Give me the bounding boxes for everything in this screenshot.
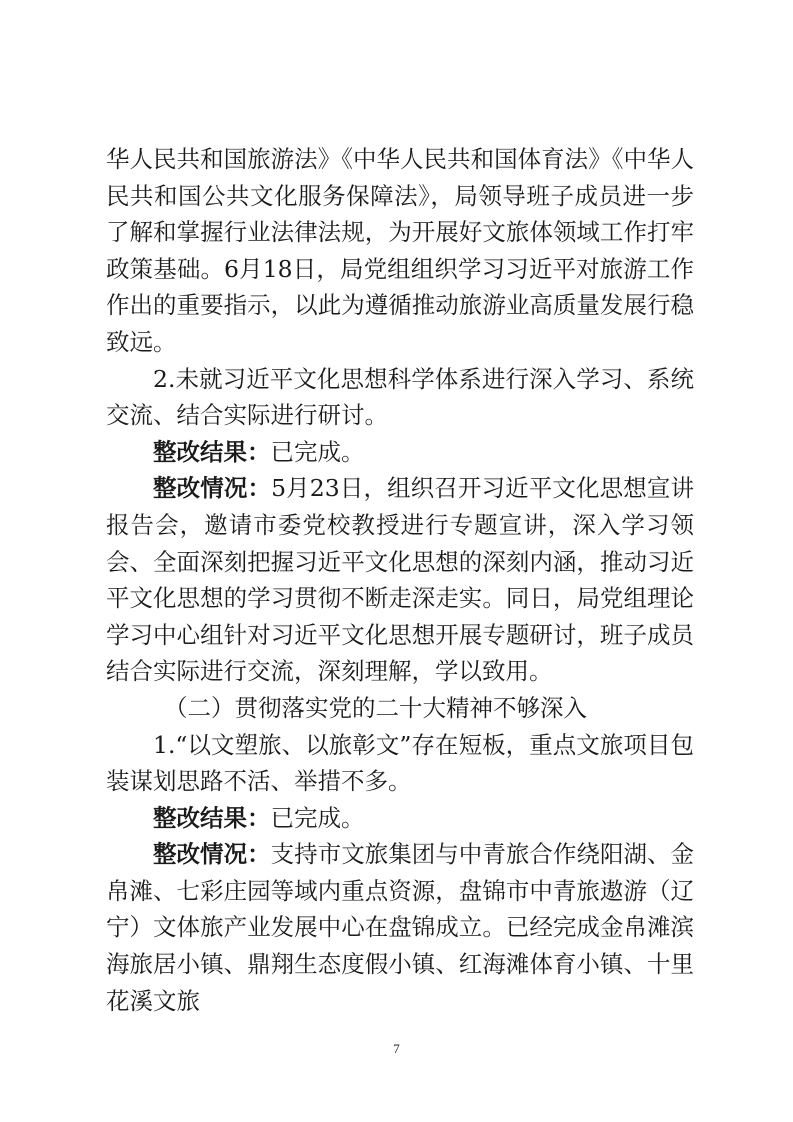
rectification-result-label-2: 整改结果： bbox=[153, 803, 271, 832]
rectification-result bbox=[106, 434, 694, 471]
rectification-status-text: 5月23日，组织召开习近平文化思想宣讲报告会，邀请市委党校教授进行专题宣讲，深入学习领会、全面深刻把握习近平文化思想的深刻内涵，推动习近平文化思想的学习贯彻不断走深走实。同日，局党组理论学习中心组针对习近平文化思想开展专题研讨，班子成员结合实际进行交流，深刻理解，学以致用。 bbox=[106, 474, 695, 686]
rectification-status-2 bbox=[106, 836, 694, 1019]
rectification-result-text-2: 已完成。 bbox=[270, 803, 365, 832]
rectification-status-label-2: 整改情况： bbox=[153, 840, 271, 869]
rectification-status-label: 整改情况： bbox=[153, 474, 272, 503]
paragraph-laws-study: 华人民共和国旅游法》《中华人民共和国体育法》《中华人民共和国公共文化服务保障法》，局领导班子成员进一步了解和掌握行业法律法规，为开展好文旅体领域工作打牢政策基础。6月18日，局党组组织学习习近平对旅游工作作出的重要指示，以此为遵循推动旅游业高质量发展行稳致远。 bbox=[106, 145, 694, 356]
rectification-status bbox=[106, 470, 694, 690]
section-heading: （二）贯彻落实党的二十大精神不够深入 bbox=[164, 693, 587, 722]
rectification-status-text-2: 支持市文旅集团与中青旅合作绕阳湖、金帛滩、七彩庄园等域内重点资源，盘锦市中青旅遨游（辽宁）文体旅产业发展中心在盘锦成立。已经完成金帛滩滨海旅居小镇、鼎翔生态度假小镇、红海滩体育小镇、十里花溪文旅 bbox=[106, 840, 695, 1015]
rectification-result-label: 整改结果： bbox=[153, 437, 271, 466]
issue-item-2: 2.未就习近平文化思想科学体系进行深入学习、系统交流、结合实际进行研讨。 bbox=[106, 364, 694, 430]
issue-item-1: 1.“以文塑旅、以旅彰文”存在短板，重点文旅项目包装谋划思路不活、举措不多。 bbox=[106, 730, 694, 796]
rectification-result-text: 已完成。 bbox=[270, 437, 365, 466]
page-number: 7 bbox=[393, 1041, 400, 1056]
document-body bbox=[106, 141, 694, 1019]
rectification-result-2 bbox=[106, 800, 694, 837]
